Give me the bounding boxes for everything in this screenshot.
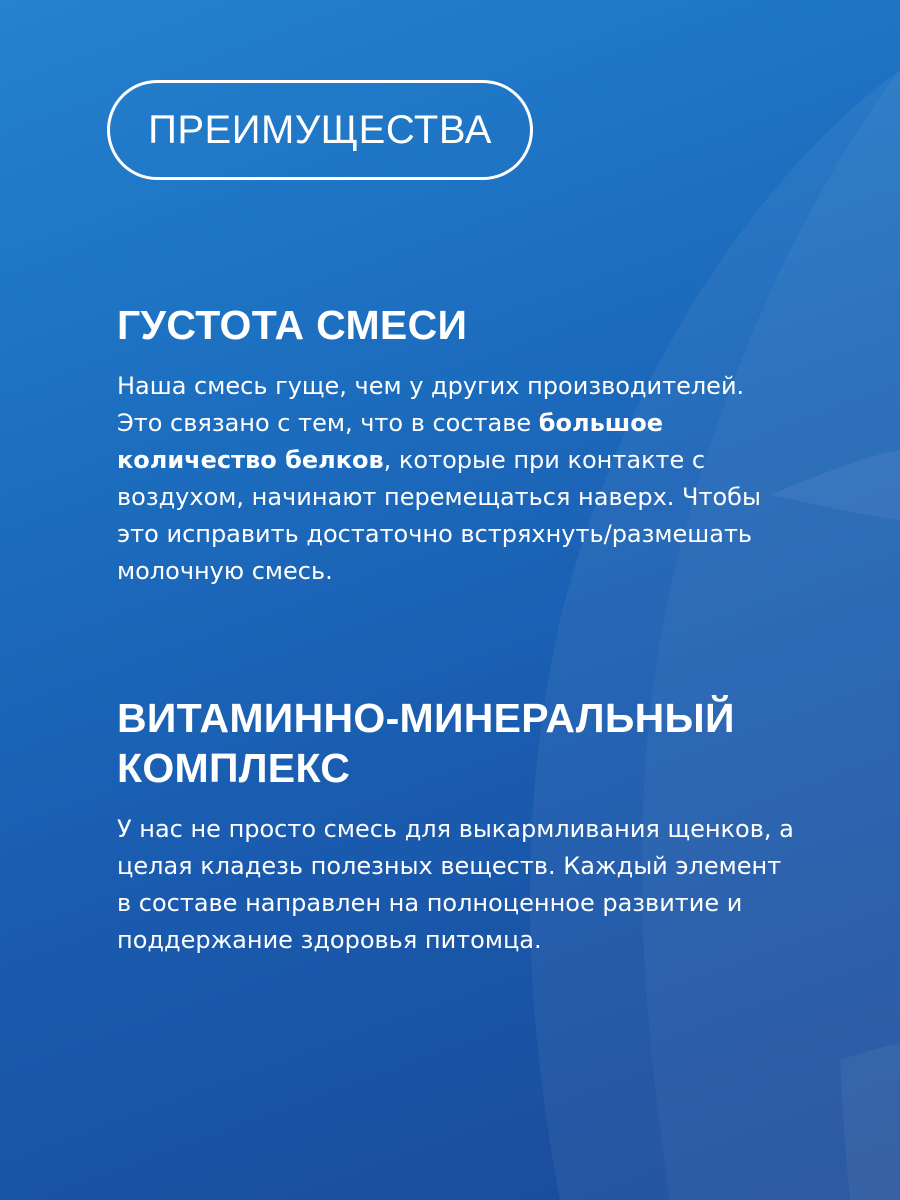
- section-title-density: ГУСТОТА СМЕСИ: [117, 302, 468, 348]
- vitamin-title-line2: КОМПЛЕКС: [117, 745, 351, 791]
- section-vitamin-complex: [117, 693, 797, 959]
- density-text-part1: Наша смесь гуще, чем у других производителей. Это связано с тем, что в составе: [117, 372, 745, 437]
- density-text-part2: , которые при контакте с воздухом, начинают перемещаться наверх. Чтобы это исправить достаточно встряхнуть/размешать молочную смесь.: [117, 446, 761, 585]
- section-body-density: [117, 368, 797, 590]
- section-mixture-density: [117, 300, 797, 590]
- section-body-vitamin: У нас не просто смесь для выкармливания щенков, а целая кладезь полезных веществ. Каждый элемент в составе направлен на полноценное развитие и поддержание здоровья питомца.: [117, 815, 794, 954]
- vitamin-title-line1: ВИТАМИННО-МИНЕРАЛЬНЫЙ: [117, 695, 735, 741]
- section-title-vitamin: [117, 693, 797, 793]
- advantages-badge: ПРЕИМУЩЕСТВА: [107, 80, 533, 180]
- density-text-bold: большое количество белков: [117, 409, 664, 474]
